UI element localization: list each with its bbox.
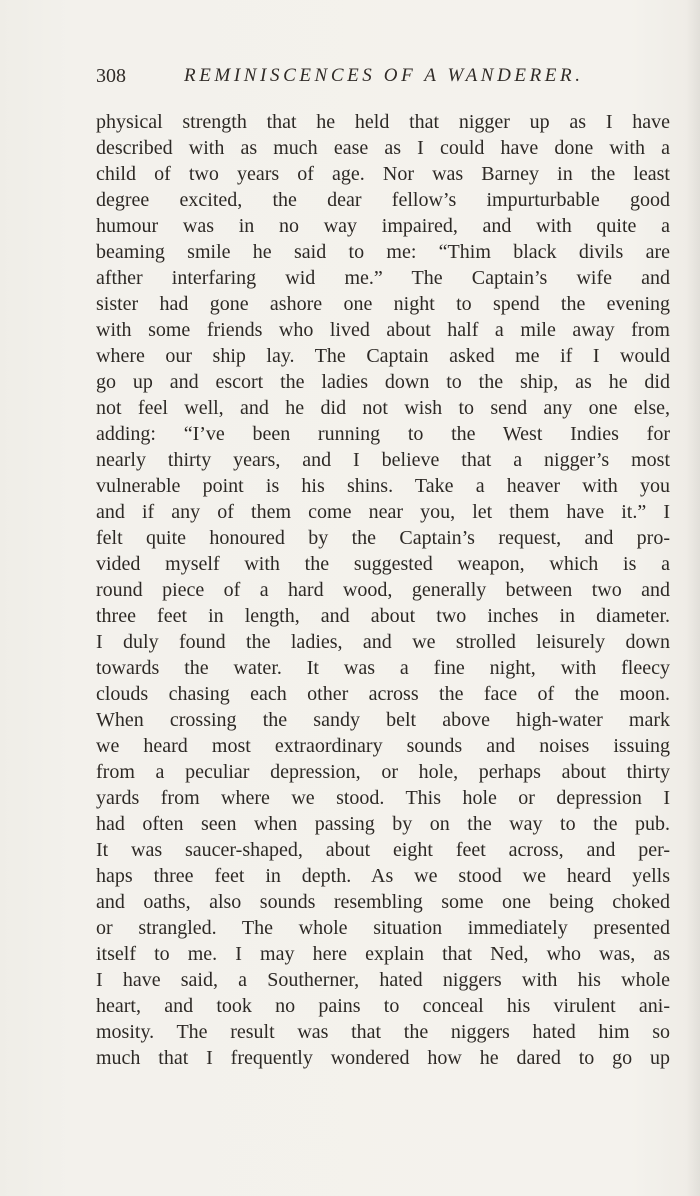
text-line: beaming smile he said to me: “Thim black divils are xyxy=(96,241,670,263)
page-header xyxy=(96,62,670,90)
text-line: haps three feet in depth. As we stood we heard yells xyxy=(96,865,670,887)
text-line: where our ship lay. The Captain asked me if I would xyxy=(96,345,670,367)
text-line: from a peculiar depression, or hole, perhaps about thirty xyxy=(96,761,670,783)
text-line: round piece of a hard wood, generally between two and xyxy=(96,579,670,601)
text-line: vulnerable point is his shins. Take a heaver with you xyxy=(96,475,670,497)
text-line: nearly thirty years, and I believe that a nigger’s most xyxy=(96,449,670,471)
text-line: It was saucer-shaped, about eight feet across, and per- xyxy=(96,839,670,861)
text-line: not feel well, and he did not wish to send any one else, xyxy=(96,397,670,419)
text-line: afther interfaring wid me.” The Captain’s wife and xyxy=(96,267,670,289)
text-line: had often seen when passing by on the way to the pub. xyxy=(96,813,670,835)
text-line: yards from where we stood. This hole or depression I xyxy=(96,787,670,809)
text-line: three feet in length, and about two inches in diameter. xyxy=(96,605,670,627)
text-line: with some friends who lived about half a mile away from xyxy=(96,319,670,341)
text-line: I have said, a Southerner, hated niggers with his whole xyxy=(96,969,670,991)
text-line: heart, and took no pains to conceal his virulent ani- xyxy=(96,995,670,1017)
page-number: 308 xyxy=(96,65,126,87)
text-line: physical strength that he held that nigger up as I have xyxy=(96,111,670,133)
text-line: felt quite honoured by the Captain’s request, and pro- xyxy=(96,527,670,549)
text-line: I duly found the ladies, and we strolled leisurely down xyxy=(96,631,670,653)
text-line: itself to me. I may here explain that Ned, who was, as xyxy=(96,943,670,965)
running-title: REMINISCENCES OF A WANDERER. xyxy=(184,65,584,86)
text-line: When crossing the sandy belt above high-water mark xyxy=(96,709,670,731)
text-line: mosity. The result was that the niggers hated him so xyxy=(96,1021,670,1043)
text-line: and if any of them come near you, let them have it.” I xyxy=(96,501,670,523)
text-line: vided myself with the suggested weapon, which is a xyxy=(96,553,670,575)
text-line: or strangled. The whole situation immediately presented xyxy=(96,917,670,939)
body-text xyxy=(96,109,670,1071)
text-line: clouds chasing each other across the face of the moon. xyxy=(96,683,670,705)
text-line: and oaths, also sounds resembling some one being choked xyxy=(96,891,670,913)
text-line: we heard most extraordinary sounds and noises issuing xyxy=(96,735,670,757)
text-line: degree excited, the dear fellow’s impurturbable good xyxy=(96,189,670,211)
text-line: described with as much ease as I could have done with a xyxy=(96,137,670,159)
text-line: adding: “I’ve been running to the West Indies for xyxy=(96,423,670,445)
text-line: child of two years of age. Nor was Barney in the least xyxy=(96,163,670,185)
page-edge-shadow xyxy=(686,0,700,1196)
text-line: go up and escort the ladies down to the ship, as he did xyxy=(96,371,670,393)
text-line: sister had gone ashore one night to spend the evening xyxy=(96,293,670,315)
text-line: humour was in no way impaired, and with quite a xyxy=(96,215,670,237)
text-line: much that I frequently wondered how he dared to go up xyxy=(96,1047,670,1069)
text-line: towards the water. It was a fine night, with fleecy xyxy=(96,657,670,679)
